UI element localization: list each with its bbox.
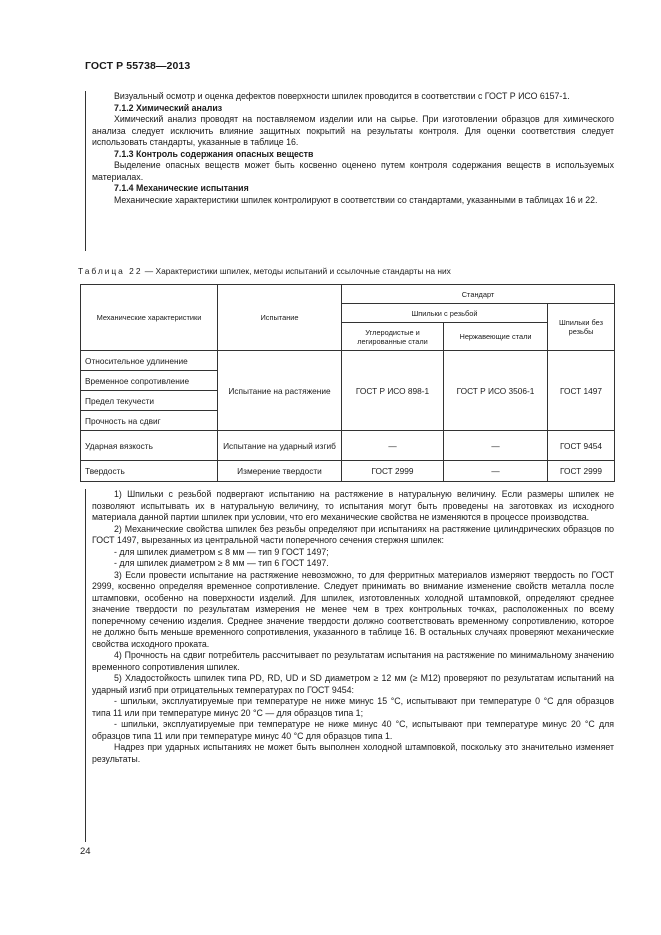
row-hardness: Твердость [81, 461, 218, 482]
header-unthreaded-studs: Шпильки без резьбы [548, 304, 615, 351]
heading-mechanical-tests: 7.1.4 Механические испытания [114, 183, 249, 193]
paragraph-visual-inspection: Визуальный осмотр и оценка дефектов поверхности шпилек проводится в соответствии с ГОСТ Р ИСО 6157-1. [114, 91, 570, 101]
section-7-1 [85, 91, 614, 251]
table-caption-text: — Характеристики шпилек, методы испытаний и ссылочные стандарты на них [142, 266, 451, 276]
cell-hardness-test: Измерение твердости [218, 461, 342, 482]
paragraph-hazardous-substances: Выделение опасных веществ может быть косвенно оценено путем контроля содержания веществ в используемых материалах. [92, 160, 614, 182]
note-5-item-b: - шпильки, эксплуатируемые при температуре не ниже минус 40 °С, испытывают при температуре минус 20 °С для образцов типа 11 или при температуре минус 40 °С для образцов типа 1. [92, 719, 614, 741]
cell-hardness-unthreaded: ГОСТ 2999 [548, 461, 615, 482]
header-standard: Стандарт [342, 285, 615, 304]
row-shear-strength: Прочность на сдвиг [81, 411, 218, 431]
header-threaded-studs: Шпильки с резьбой [342, 304, 548, 323]
note-4: 4) Прочность на сдвиг потребитель рассчитывает по результатам испытания на растяжение по минимальному значению временного сопротивления шпилек. [92, 650, 614, 672]
paragraph-mechanical-tests: Механические характеристики шпилек контролируют в соответствии со стандартами, указанными в таблицах 16 и 22. [114, 194, 598, 205]
row-elongation: Относительное удлинение [81, 351, 218, 371]
note-6: Надрез при ударных испытаниях не может быть выполнен холодной штамповкой, поскольку это значительно изменяет результаты. [92, 742, 614, 764]
cell-impact-stainless: — [444, 431, 548, 461]
cell-tension-carbon: ГОСТ Р ИСО 898-1 [342, 351, 444, 431]
header-carbon-steels: Углеродистые и легированные стали [342, 323, 444, 351]
table-caption [78, 266, 451, 276]
document-header: ГОСТ Р 55738—2013 [85, 60, 191, 72]
note-5: 5) Хладостойкость шпилек типа PD, RD, UD и SD диаметром ≥ 12 мм (≥ M12) проверяют по результатам испытаний на ударный изгиб при отрицательных температурах по ГОСТ 9454: [92, 673, 614, 695]
cell-impact-carbon: — [342, 431, 444, 461]
row-tensile-strength: Временное сопротивление [81, 371, 218, 391]
cell-tension-test: Испытание на растяжение [218, 351, 342, 431]
heading-chemical-analysis: 7.1.2 Химический анализ [114, 102, 223, 113]
header-test: Испытание [218, 285, 342, 351]
cell-hardness-carbon: ГОСТ 2999 [342, 461, 444, 482]
note-2-item-b: - для шпилек диаметром ≥ 8 мм — тип 6 ГОСТ 1497. [114, 558, 329, 568]
table-notes [85, 489, 614, 842]
row-yield-strength: Предел текучести [81, 391, 218, 411]
paragraph-chemical-analysis: Химический анализ проводят на поставляемом изделии или на сырье. При изготовлении образцов для химического анализа следует исключить влияние защитных покрытий на результаты контроля. Для оценки соответствия следует использовать стандарты, указанные в таблице 16. [92, 114, 614, 147]
note-5-item-a: - шпильки, эксплуатируемые при температуре не ниже минус 15 °С, испытывают при температуре 0 °С для образцов типа 11 или при температуре минус 20 °С — для образцов типа 1; [92, 696, 614, 718]
header-stainless-steels: Нержавеющие стали [444, 323, 548, 351]
table-caption-label: Таблица 22 [78, 266, 143, 276]
page-number: 24 [80, 846, 91, 857]
characteristics-table [80, 284, 615, 482]
heading-hazardous-substances: 7.1.3 Контроль содержания опасных веществ [114, 148, 314, 159]
cell-impact-unthreaded: ГОСТ 9454 [548, 431, 615, 461]
note-2: 2) Механические свойства шпилек без резьбы определяют при испытаниях на растяжение цилиндрических образцов по ГОСТ 1497, вырезанных из центральной части поперечного сечения стержня шпилек: [92, 523, 614, 545]
row-impact-toughness: Ударная вязкость [81, 431, 218, 461]
cell-tension-unthreaded: ГОСТ 1497 [548, 351, 615, 431]
note-1: 1) Шпильки с резьбой подвергают испытанию на растяжение в натуральную величину. Если размеры шпилек не позволяют испытывать их в натуральную величину, то испытания могут быть проведены на заготовках из исходного материала данной партии шпилек при условии, что его механические свойства не изменяются в процессе производства. [92, 489, 614, 522]
cell-impact-test: Испытание на ударный изгиб [218, 431, 342, 461]
note-3: 3) Если провести испытание на растяжение невозможно, то для ферритных материалов измеряют твердость по ГОСТ 2999, косвенно определяя временное сопротивление. Следует принимать во внимание изменение свойств металла после штамповки, особенно на поверхности изделий. Для шпилек, изготовленных холодной штамповкой, определяют среднее значение твердости по результатам измерения не менее чем в трех контрольных точках, расположенных по всему поперечному сечению изделия. Среднее значение твердости должно соответствовать временному сопротивлению, которое не должно быть меньше временного сопротивления, указанного в таблице 16. В остальных случаях проверяют механические свойства исходного проката. [92, 569, 614, 649]
cell-tension-stainless: ГОСТ Р ИСО 3506-1 [444, 351, 548, 431]
cell-hardness-stainless: — [444, 461, 548, 482]
header-mechanical-characteristics: Механические характеристики [81, 285, 218, 351]
note-2-item-a: - для шпилек диаметром ≤ 8 мм — тип 9 ГОСТ 1497; [114, 546, 329, 557]
